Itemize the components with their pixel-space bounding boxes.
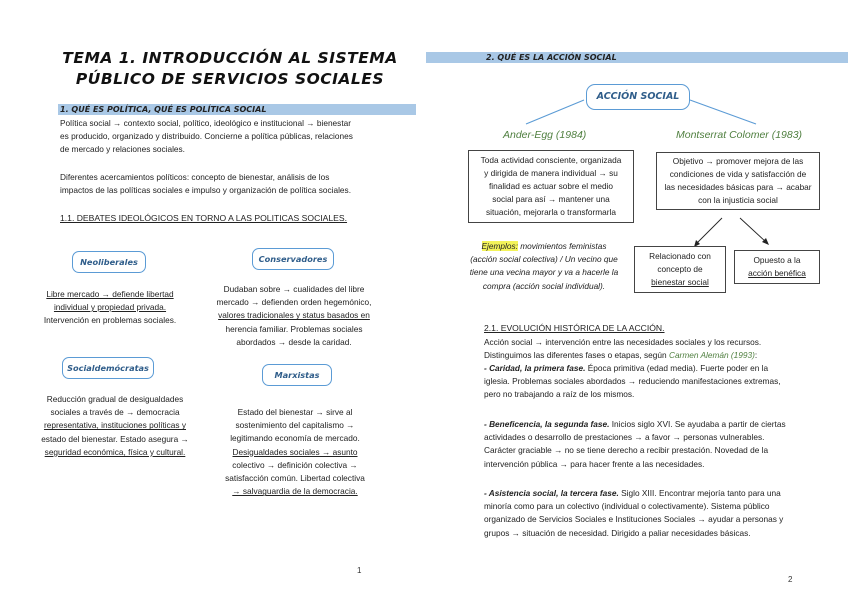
sub-left-line1: Relacionado con: [649, 251, 711, 261]
marxistas-line1: Estado del bienestar → sirve al: [237, 407, 353, 417]
caridad-line1-rest: Época primitiva (edad media). Fuerte poder en la: [585, 363, 769, 373]
para1-line3: de mercado y relaciones sociales.: [60, 144, 185, 155]
asistencia-line3: organizado de Servicios Sociales e Instituciones Sociales → ayudar a personas y: [484, 514, 784, 525]
evolution-intro: [484, 336, 794, 362]
left-box-line4: social para así → mantener una: [492, 194, 610, 204]
author-left: Ander-Egg (1984): [503, 129, 587, 141]
evo-line1: Acción social → intervención entre las necesidades sociales y los recursos.: [484, 337, 762, 347]
evo-line2-author: Carmen Alemán (1993): [668, 350, 755, 361]
right-box-line1: Objetivo → promover mejora de las: [672, 156, 804, 166]
conservadores-line2: mercado → defienden orden hegemónico,: [216, 297, 372, 308]
asistencia-title: - Asistencia social, la tercera fase.: [484, 488, 619, 498]
evo-line2-c: :: [754, 350, 758, 361]
marxistas-pill: Marxistas: [262, 364, 332, 386]
beneficencia-line4: intervención pública → para hacer frente a las necesidades.: [484, 458, 705, 469]
caridad-title: - Caridad, la primera fase.: [484, 363, 586, 373]
right-box-line2: condiciones de vida y satisfacción de: [669, 169, 807, 179]
para2: [60, 171, 422, 197]
neoliberales-line2: individual y propiedad privada.: [53, 302, 167, 313]
sub-right-line2: acción benéfica: [748, 268, 806, 278]
left-box-line1: Toda actividad consciente, organizada: [480, 155, 622, 165]
asistencia-line1: [484, 487, 796, 500]
examples-line4: compra (acción social individual).: [482, 280, 606, 291]
evolution-heading: 2.1. EVOLUCIÓN HISTÓRICA DE LA ACCIÓN.: [484, 323, 665, 333]
asistencia-line1-rest: Siglo XIII. Encontrar mejoría tanto para una: [618, 488, 781, 498]
examples-label: Ejemplos:: [481, 241, 518, 251]
page-title-line2: PÚBLICO DE SERVICIOS SOCIALES: [75, 70, 385, 88]
section1-heading: 1. QUÉ ES POLÍTICA, QUÉ ES POLÍTICA SOCIAL: [60, 105, 267, 114]
socialdemocratas-line5: seguridad económica, física y cultural.: [44, 446, 186, 457]
definition-box-left: [468, 150, 634, 223]
left-box-line3: finalidad es actuar sobre el medio: [488, 181, 614, 191]
asistencia-line4: grupos → situación de necesidad. Dirigido a paliar necesidades básicas.: [484, 527, 751, 538]
evo-line2: [484, 349, 794, 362]
right-box-line3: las necesidades básicas para → acabar: [664, 182, 812, 192]
examples-line1: [460, 240, 628, 253]
socialdemocratas-line3: representativa, instituciones políticas y: [43, 420, 187, 431]
sub-box-right: [734, 250, 820, 284]
marxistas-line4: Desigualdades sociales → asunto: [232, 446, 358, 457]
neoliberales-text: [30, 288, 190, 328]
beneficencia-line3: Carácter graciable → no se tiene derecho a recibir prestación. Novedad de la: [484, 445, 769, 456]
asistencia-line2: minoría como para un colectivo (individual o colectivamente). Sistema público: [484, 501, 770, 512]
socialdemocratas-pill: Socialdemócratas: [62, 357, 154, 379]
arrow-left: [696, 218, 722, 244]
marxistas-line3: legitimando economía de mercado.: [230, 433, 360, 444]
beneficencia-line2: actividades o desarrollo de prestaciones → a favor → personas vulnerables.: [484, 432, 765, 443]
beneficencia-line1: [484, 418, 796, 431]
examples-line2: (acción social colectiva) / Un vecino que: [470, 254, 618, 265]
sub-left-line2: concepto de: [657, 264, 703, 274]
socialdemocratas-line4: estado del bienestar. Estado asegura →: [41, 433, 189, 444]
right-box-line4: con la injusticia social: [698, 195, 778, 205]
marxistas-line2: sostenimiento del capitalismo →: [235, 420, 355, 431]
socialdemocratas-text: [30, 393, 200, 459]
section2-heading: 2. QUÉ ES LA ACCIÓN SOCIAL: [486, 53, 617, 62]
sub-left-line3: bienestar social: [651, 277, 709, 287]
conservadores-line1: Dudaban sobre → cualidades del libre: [223, 284, 365, 294]
para2-line2: impactos de las políticas sociales e impulso y organización de política sociales.: [60, 185, 351, 196]
neoliberales-line3: Intervención en problemas sociales.: [43, 315, 177, 326]
caridad-line1: [484, 362, 796, 375]
para1-line2: es producido, organizado y distribuido. Concierne a política públicas, relaciones: [60, 131, 353, 142]
left-box-line2: y dirigida de manera individual → su: [484, 168, 618, 178]
definition-box-right: [656, 152, 820, 210]
subsection-heading: 1.1. DEBATES IDEOLÓGICOS EN TORNO A LAS POLITICAS SOCIALES.: [60, 213, 348, 223]
conservadores-line3: valores tradicionales y status basados en: [218, 310, 370, 321]
caridad-line3: pero no trabajando a raíz de los mismos.: [484, 389, 635, 400]
para1: [60, 117, 422, 157]
conservadores-pill: Conservadores: [252, 248, 334, 270]
caridad-paragraph: [484, 362, 796, 402]
connector-right: [690, 100, 756, 124]
accion-social-pill: ACCIÓN SOCIAL: [586, 84, 690, 110]
caridad-line2: iglesia. Problemas sociales abordados → reduciendo manifestaciones extremas,: [484, 376, 781, 387]
conservadores-line5: abordados → desde la caridad.: [236, 336, 352, 347]
marxistas-text: [210, 406, 380, 498]
asistencia-paragraph: [484, 487, 796, 540]
page-number-1: 1: [357, 566, 362, 575]
socialdemocratas-line1: Reducción gradual de desigualdades: [46, 394, 184, 404]
page-title-line1: TEMA 1. INTRODUCCIÓN AL SISTEMA: [62, 49, 398, 67]
beneficencia-line1-rest: Inicios siglo XVI. Se ayudaba a partir de ciertas: [609, 419, 786, 429]
socialdemocratas-line2: sociales a través de → democracia: [50, 407, 180, 418]
para1-line1: Política social → contexto social, político, ideológico e institucional → bienestar: [60, 118, 352, 128]
evo-line2-a: Distinguimos las diferentes fases o etapas, según: [484, 350, 669, 361]
arrow-right: [740, 218, 766, 242]
examples-line1-rest: movimientos feministas: [517, 241, 607, 251]
conservadores-line4: herencia familiar. Problemas sociales: [225, 323, 363, 334]
marxistas-line7: → salvaguardia de la democracia.: [232, 486, 358, 497]
neoliberales-pill: Neoliberales: [72, 251, 146, 273]
beneficencia-title: - Beneficencia, la segunda fase.: [484, 419, 610, 429]
author-right: Montserrat Colomer (1983): [676, 129, 803, 141]
conservadores-text: [206, 283, 382, 349]
examples-line3: tiene una vecina mayor y va a hacerle la: [469, 267, 619, 278]
beneficencia-paragraph: [484, 418, 796, 471]
left-box-line5: situación, mejorarla o transformarla: [485, 207, 617, 217]
examples-text: [460, 240, 628, 293]
marxistas-line5: colectivo → definición colectiva →: [232, 459, 358, 470]
para2-line1: Diferentes acercamientos políticos: concepto de bienestar, análisis de los: [60, 172, 330, 182]
page-number-2: 2: [788, 575, 793, 584]
neoliberales-line1: Libre mercado → defiende libertad: [46, 289, 174, 299]
connector-left: [526, 100, 584, 124]
marxistas-line6: satisfacción común. Libertad colectiva: [225, 473, 365, 484]
sub-right-line1: Opuesto a la: [753, 255, 801, 265]
sub-box-left: [634, 246, 726, 293]
